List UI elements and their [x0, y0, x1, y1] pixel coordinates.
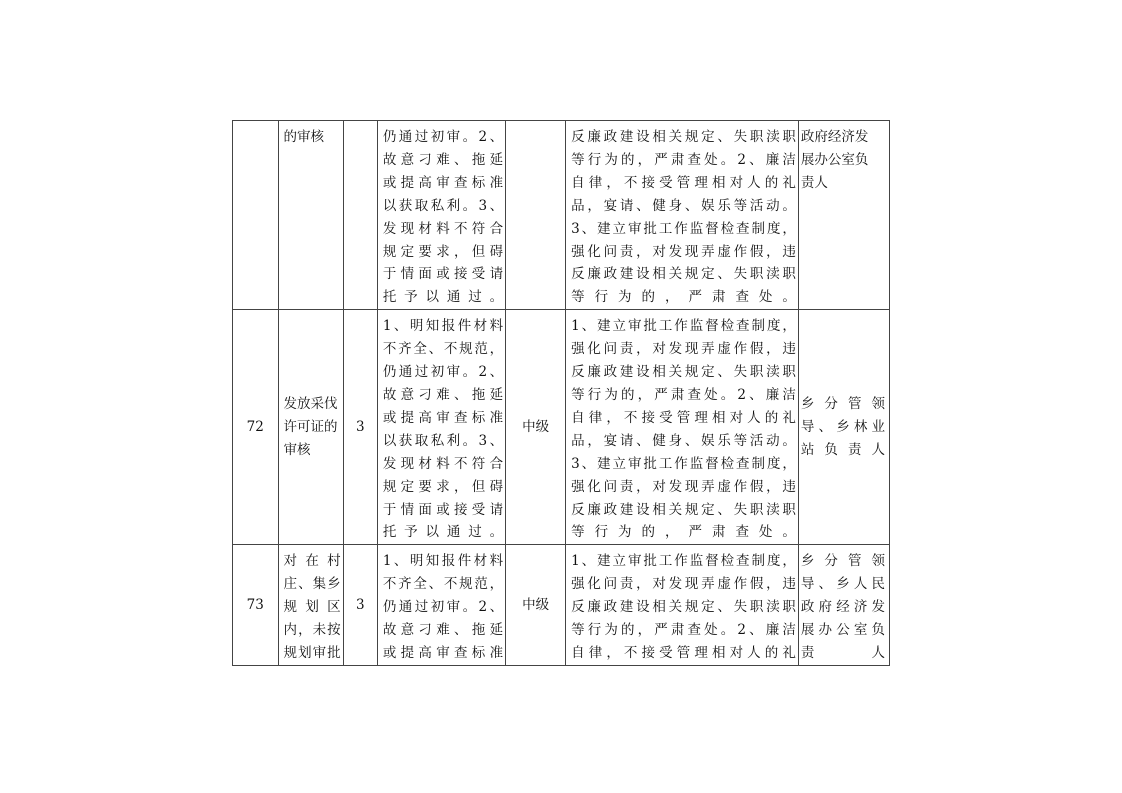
- responsible-text: 政府经济发 展办公室负 责人: [800, 129, 869, 191]
- measures-cell: [566, 310, 799, 545]
- risk-text: 1、明知报件材料 不齐全、不规范， 仍通过初审。2、 故意刁难、拖延 或提高审查标准 以获取私利。3、 发现材料不符合 规定要求，但碍 于情面或接受请 托予以通过。: [382, 318, 504, 541]
- measures-cell: [566, 545, 799, 666]
- risk-text: 1、明知报件材料 不齐全、不规范， 仍通过初审。2、 故意刁难、拖延 或提高审查标准: [382, 553, 504, 661]
- risk-cell: [377, 310, 505, 545]
- responsible-text: 乡分管领 导、乡人民 政府经济发 展办公室负 责人: [800, 553, 885, 661]
- item-text: 发放采伐 许可证的 审核: [283, 395, 338, 458]
- grade-value: 中级: [522, 418, 550, 435]
- responsible-cell: [798, 545, 889, 666]
- measures-text: 1、建立审批工作监督检查制度， 强化问责，对发现弄虚作假，违 反廉政建设相关规定、失职渎职 等行为的，严肃查处。2、廉洁 自律，不接受管理相对人的礼 品，宴请、健身、娱乐等活动。 3、建立审批工作监督检查制度， 强化问责，对发现弄虚作假，违 反廉政建设相关规定、失职渎职 等行为的，严肃查处。: [571, 318, 796, 541]
- measures-text: 反廉政建设相关规定、失职渎职 等行为的，严肃查处。2、廉洁 自律，不接受管理相对人的礼 品，宴请、健身、娱乐等活动。 3、建立审批工作监督检查制度， 强化问责，对发现弄虚作假，违 反廉政建设相关规定、失职渎职 等行为的，严肃查处。: [571, 129, 796, 306]
- measures-cell: [566, 121, 799, 310]
- item-cell: [278, 310, 343, 545]
- measures-text: 1、建立审批工作监督检查制度， 强化问责，对发现弄虚作假，违 反廉政建设相关规定、失职渎职 等行为的，严肃查处。2、廉洁 自律，不接受管理相对人的礼: [571, 553, 796, 661]
- row-number-cell: [233, 310, 279, 545]
- grade-cell: [506, 545, 566, 666]
- responsible-cell: [798, 121, 889, 310]
- grade-cell: [506, 121, 566, 310]
- responsible-cell: [798, 310, 889, 545]
- responsible-text: 乡分管领 导、乡林业 站负责人: [800, 395, 885, 458]
- item-cell: [278, 121, 343, 310]
- row-number: 73: [246, 596, 264, 613]
- risk-cell: [377, 545, 505, 666]
- item-cell: [278, 545, 343, 666]
- risk-cell: [377, 121, 505, 310]
- level-value: 3: [355, 596, 365, 613]
- risk-control-table: [232, 120, 890, 666]
- level-value: 3: [355, 418, 365, 435]
- table-row: [233, 545, 890, 666]
- item-text: 对在村 庄、集乡 规划区 内，未按 规划审批: [283, 553, 341, 661]
- level-cell: [343, 545, 377, 666]
- table-row: [233, 121, 890, 310]
- grade-value: 中级: [522, 596, 550, 613]
- row-number-cell: [233, 121, 279, 310]
- risk-text: 仍通过初审。2、 故意刁难、拖延 或提高审查标准 以获取私利。3、 发现材料不符合 规定要求，但碍 于情面或接受请 托予以通过。: [382, 129, 504, 306]
- level-cell: [343, 121, 377, 310]
- row-number: 72: [246, 418, 264, 435]
- row-number-cell: [233, 545, 279, 666]
- grade-cell: [506, 310, 566, 545]
- level-cell: [343, 310, 377, 545]
- item-text: 的审核: [283, 129, 325, 145]
- table-row: [233, 310, 890, 545]
